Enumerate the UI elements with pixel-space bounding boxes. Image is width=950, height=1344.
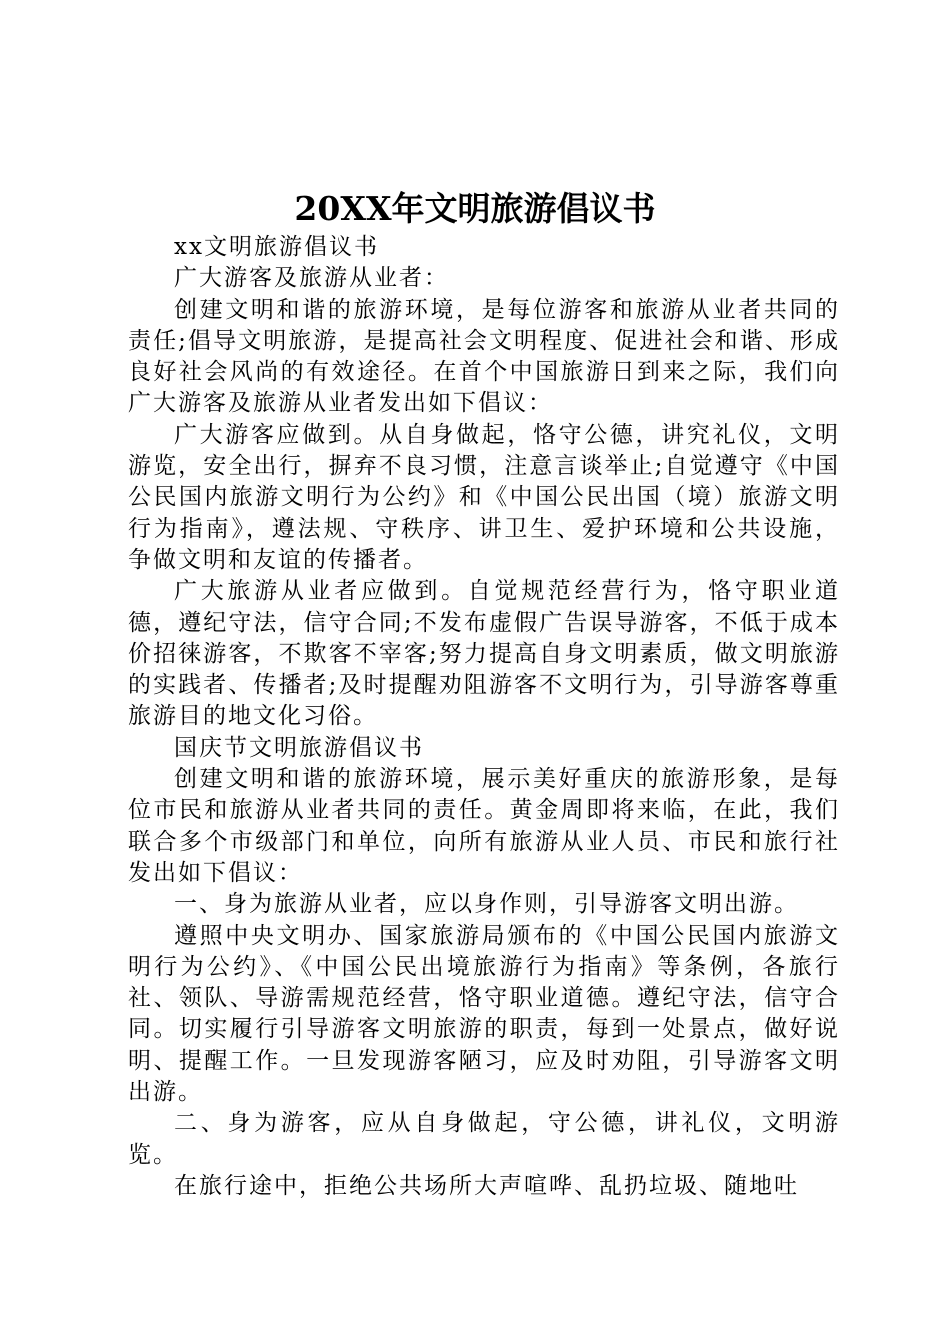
- subtitle-paragraph: xx文明旅游倡议书: [174, 234, 379, 260]
- body-paragraph: 广大旅游从业者应做到。自觉规范经营行为，恪守职业道德，遵纪守法，信守合同;不发布虚假广告误导游客，不低于成本价招徕游客，不欺客不宰客;努力提高自身文明素质，做文明旅游的实践者、传播者;及时提醒劝阻游客不文明行为，引导游客尊重旅游目的地文化习俗。: [128, 578, 840, 730]
- numbered-point: 一、身为旅游从业者，应以身作则，引导游客文明出游。: [174, 891, 799, 918]
- document-body: [128, 232, 840, 1202]
- body-paragraph: 创建文明和谐的旅游环境，展示美好重庆的旅游形象，是每位市民和旅游从业者共同的责任。黄金周即将来临，在此，我们联合多个市级部门和单位，向所有旅游从业人员、市民和旅行社发出如下倡议：: [128, 766, 840, 886]
- numbered-point: 二、身为游客，应从自身做起，守公德，讲礼仪，文明游览。: [128, 1110, 840, 1168]
- body-paragraph: 在旅行途中，拒绝公共场所大声喧哗、乱扔垃圾、随地吐: [174, 1172, 799, 1199]
- section-heading: 国庆节文明旅游倡议书: [174, 734, 424, 761]
- body-paragraph: 遵照中央文明办、国家旅游局颁布的《中国公民国内旅游文明行为公约》、《中国公民出境旅游行为指南》等条例，各旅行社、领队、导游需规范经营，恪守职业道德。遵纪守法，信守合同。切实履行引导游客文明旅游的职责，每到一处景点，做好说明、提醒工作。一旦发现游客陋习，应及时劝阻，引导游客文明出游。: [128, 922, 840, 1106]
- body-paragraph: 广大游客应做到。从自身做起，恪守公德，讲究礼仪，文明游览，安全出行，摒弃不良习惯，注意言谈举止;自觉遵守《中国公民国内旅游文明行为公约》和《中国公民出国（境）旅游文明行为指南》，遵法规、守秩序、讲卫生、爱护环境和公共设施，争做文明和友谊的传播者。: [128, 421, 840, 573]
- salutation-paragraph: 广大游客及旅游从业者：: [174, 265, 449, 292]
- document-title: 20XX年文明旅游倡议书: [294, 189, 656, 228]
- body-paragraph: 创建文明和谐的旅游环境，是每位游客和旅游从业者共同的责任;倡导文明旅游，是提高社会文明程度、促进社会和谐、形成良好社会风尚的有效途径。在首个中国旅游日到来之际，我们向广大游客及旅游从业者发出如下倡议：: [128, 296, 840, 417]
